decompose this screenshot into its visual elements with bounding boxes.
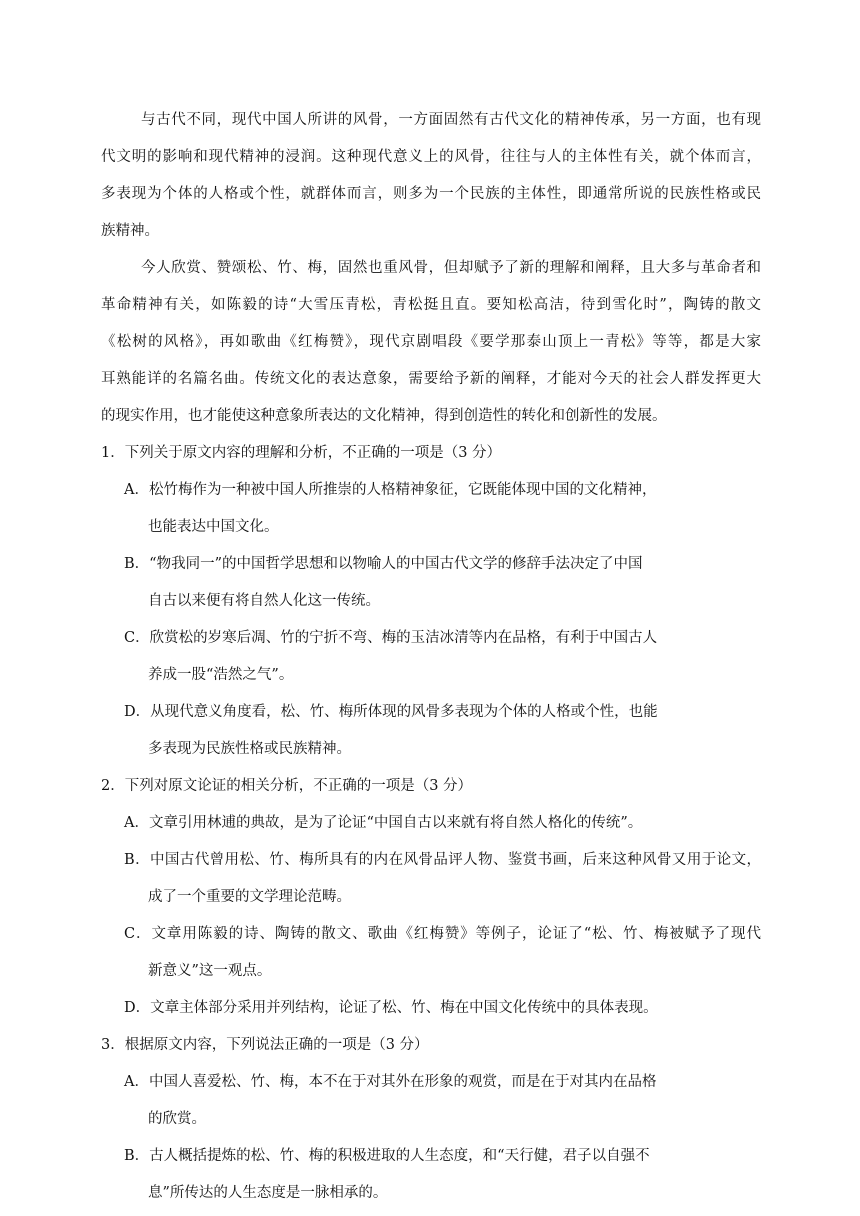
question-1-option-b: B．“物我同一”的中国哲学思想和以物喻人的中国古代文学的修辞手法决定了中国 (124, 556, 643, 572)
question-1-option-a-cont: 也能表达中国文化。 (148, 519, 279, 535)
passage-p2-line-1: 今人欣赏、赞颂松、竹、梅，固然也重风骨，但却赋予了新的理解和阐释，且大多与革命者和 (141, 260, 761, 276)
question-3-option-a-cont: 的欣赏。 (148, 1111, 206, 1127)
passage-p2-line-5: 的现实作用，也才能使这种意象所表达的文化精神，得到创造性的转化和创新性的发展。 (101, 408, 667, 424)
question-1-option-d: D．从现代意义角度看，松、竹、梅所体现的风骨多表现为个体的人格或个性，也能 (124, 704, 658, 720)
question-2-option-c: C．文章用陈毅的诗、陶铸的散文、歌曲《红梅赞》等例子，论证了“松、竹、梅被赋予了现代 (124, 926, 761, 942)
question-1-option-c: C．欣赏松的岁寒后凋、竹的宁折不弯、梅的玉洁冰清等内在品格，有利于中国古人 (124, 630, 658, 646)
question-2-option-a: A．文章引用林逋的典故，是为了论证“中国自古以来就有将自然人格化的传统”。 (124, 815, 643, 831)
passage-p2-line-4: 耳熟能详的名篇名曲。传统文化的表达意象，需要给予新的阐释，才能对今天的社会人群发挥更大 (101, 371, 761, 387)
question-1-option-d-cont: 多表现为民族性格或民族精神。 (148, 741, 351, 757)
question-2-option-b: B．中国古代曾用松、竹、梅所具有的内在风骨品评人物、鉴赏书画，后来这种风骨又用于论文， (124, 852, 761, 868)
question-2-option-d: D．文章主体部分采用并列结构，论证了松、竹、梅在中国文化传统中的具体表现。 (124, 1000, 658, 1016)
passage-p2-line-2: 革命精神有关，如陈毅的诗“大雪压青松，青松挺且直。要知松高洁，待到雪化时”，陶铸的散文 (101, 297, 761, 313)
question-2-option-b-cont: 成了一个重要的文学理论范畴。 (148, 889, 351, 905)
passage-p1-line-1: 与古代不同，现代中国人所讲的风骨，一方面固然有古代文化的精神传承，另一方面，也有现 (141, 112, 761, 128)
question-1-option-a: A．松竹梅作为一种被中国人所推崇的人格精神象征，它既能体现中国的文化精神， (124, 482, 657, 498)
question-3-option-b-cont: 息”所传达的人生态度是一脉相承的。 (148, 1185, 388, 1201)
passage-p2-line-3: 《松树的风格》，再如歌曲《红梅赞》，现代京剧唱段《要学那泰山顶上一青松》等等，都是大家 (101, 334, 761, 350)
question-1-option-b-cont: 自古以来便有将自然人化这一传统。 (148, 593, 380, 609)
question-3-option-b: B．古人概括提炼的松、竹、梅的积极进取的人生态度，和“天行健，君子以自强不 (124, 1148, 650, 1164)
question-3-stem: 3．根据原文内容，下列说法正确的一项是（3 分） (101, 1037, 429, 1053)
question-1-option-c-cont: 养成一股“浩然之气”。 (148, 667, 294, 683)
question-1-stem: 1．下列关于原文内容的理解和分析，不正确的一项是（3 分） (101, 445, 502, 461)
passage-p1-line-3: 多表现为个体的人格或个性，就群体而言，则多为一个民族的主体性，即通常所说的民族性格或民 (101, 186, 761, 202)
question-2-option-c-cont: 新意义”这一观点。 (148, 963, 272, 979)
passage-p1-line-4: 族精神。 (101, 223, 159, 239)
passage-p1-line-2: 代文明的影响和现代精神的浸润。这种现代意义上的风骨，往往与人的主体性有关，就个体而言， (101, 149, 761, 165)
question-2-stem: 2．下列对原文论证的相关分析，不正确的一项是（3 分） (101, 778, 473, 794)
question-3-option-a: A．中国人喜爱松、竹、梅，本不在于对其外在形象的观赏，而是在于对其内在品格 (124, 1074, 657, 1090)
